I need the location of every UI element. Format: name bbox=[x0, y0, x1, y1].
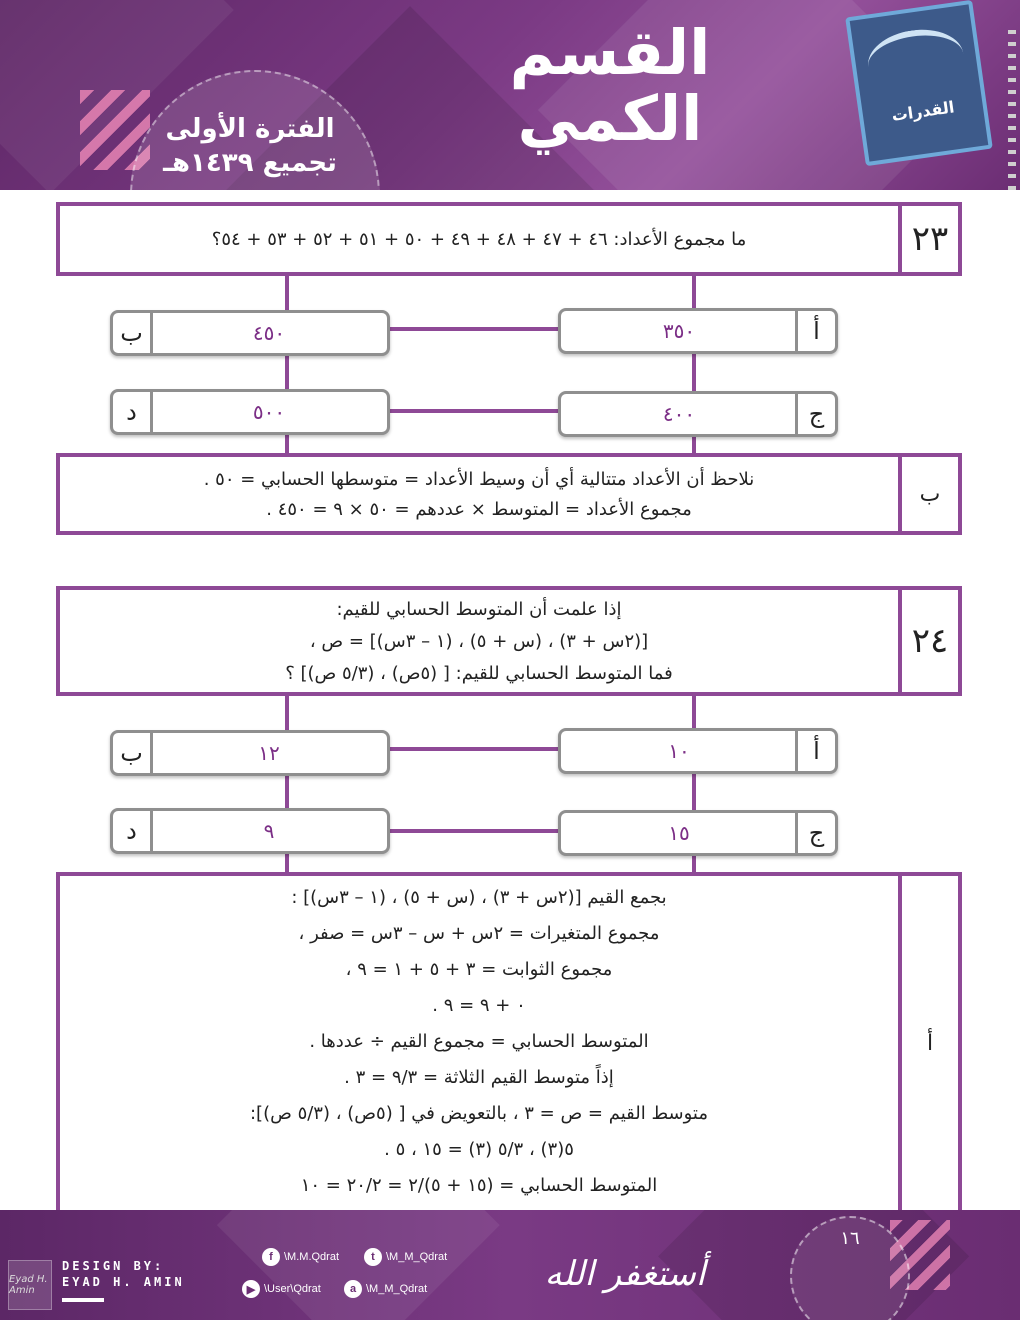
option-letter: ب bbox=[113, 733, 153, 773]
istighfar-calligraphy: أستغفر الله bbox=[544, 1254, 706, 1294]
solution-line: مجموع المتغيرات = ٢س + س – ٣س = صفر ، bbox=[298, 923, 660, 944]
q23-question-text: ما مجموع الأعداد: ٤٦ + ٤٧ + ٤٨ + ٤٩ + ٥٠ + ٥١ + ٥٢ + ٥٣ + ٥٤؟ bbox=[211, 229, 747, 250]
solution-line: ٠ + ٩ = ٩ . bbox=[432, 995, 526, 1016]
q23-option-d[interactable] bbox=[110, 389, 390, 435]
solution-line: متوسط القيم = ص = ٣ ، بالتعويض في [ (٥ص) ، (٥/٣ ص)]: bbox=[249, 1103, 708, 1124]
option-value: ١٢ bbox=[258, 741, 280, 765]
page-number: ١٦ bbox=[840, 1228, 860, 1249]
q24-option-b[interactable] bbox=[110, 730, 390, 776]
q23-option-a[interactable] bbox=[558, 308, 838, 354]
facebook-handle: \M.M.Qdrat bbox=[284, 1251, 340, 1263]
footer-decor bbox=[217, 1210, 500, 1320]
website-link[interactable] bbox=[344, 1280, 427, 1298]
q24-number: ٢٤ bbox=[898, 586, 962, 696]
option-letter: د bbox=[113, 811, 153, 851]
q23-question-box bbox=[56, 202, 902, 276]
option-value: ١٠ bbox=[668, 739, 690, 763]
q23-solution-box bbox=[56, 453, 902, 535]
solution-line: إذاً متوسط القيم الثلاثة = ٩/٣ = ٣ . bbox=[344, 1067, 614, 1088]
logo-text: القدرات bbox=[890, 97, 956, 126]
facebook-link[interactable] bbox=[262, 1248, 339, 1266]
designer-signature: Eyad H. Amin bbox=[8, 1260, 52, 1310]
q23-option-b[interactable] bbox=[110, 310, 390, 356]
facebook-icon: f bbox=[262, 1248, 280, 1266]
solution-line: المتوسط الحسابي = مجموع القيم ÷ عددها . bbox=[309, 1031, 649, 1052]
option-value: ٣٥٠ bbox=[662, 319, 696, 343]
connector bbox=[388, 829, 560, 833]
q24-solution-text bbox=[60, 880, 898, 1204]
solution-line: مجموع الثوابت = ٣ + ٥ + ١ = ٩ ، bbox=[345, 959, 613, 980]
q23-solution-text bbox=[60, 465, 898, 525]
q24-question-text bbox=[60, 594, 898, 690]
twitter-icon: t bbox=[364, 1248, 382, 1266]
title-line2: الكمي bbox=[517, 82, 703, 155]
connector bbox=[388, 409, 560, 413]
q24-question-box bbox=[56, 586, 902, 696]
youtube-handle: \User\Qdrat bbox=[264, 1283, 321, 1295]
solution-line: بجمع القيم [(٢س + ٣) ، (س + ٥) ، (١ – ٣س)] : bbox=[291, 887, 667, 908]
website-handle: \M_M_Qdrat bbox=[366, 1283, 428, 1295]
youtube-icon: ▶ bbox=[242, 1280, 260, 1298]
q23-number: ٢٣ bbox=[898, 202, 962, 276]
q24-option-a[interactable] bbox=[558, 728, 838, 774]
question-line: [(٢س + ٣) ، (س + ٥) ، (١ – ٣س)] = ص ، bbox=[309, 631, 649, 652]
q24-solution-box bbox=[56, 872, 902, 1214]
twitter-handle: \M_M_Qdrat bbox=[386, 1251, 448, 1263]
option-letter: ب bbox=[113, 313, 153, 353]
page-footer bbox=[0, 1210, 1020, 1320]
option-letter: د bbox=[113, 392, 153, 432]
option-value: ١٥ bbox=[668, 821, 690, 845]
page-header bbox=[0, 0, 1020, 190]
q24-option-d[interactable] bbox=[110, 808, 390, 854]
twitter-link[interactable] bbox=[364, 1248, 447, 1266]
option-letter: أ bbox=[795, 731, 835, 771]
option-value: ٥٠٠ bbox=[252, 400, 286, 424]
option-value: ٩ bbox=[263, 819, 275, 843]
design-credit-line1: DESIGN BY: bbox=[62, 1259, 165, 1273]
solution-line: مجموع الأعداد = المتوسط × عددهم = ٥٠ × ٩ = ٤٥٠ . bbox=[266, 499, 692, 520]
at-icon: a bbox=[344, 1280, 362, 1298]
question-line: إذا علمت أن المتوسط الحسابي للقيم: bbox=[336, 599, 622, 620]
solution-line: ٥(٣) ، ٥/٣ (٣) = ١٥ ، ٥ . bbox=[384, 1139, 574, 1160]
solution-line: المتوسط الحسابي = (١٥ + ٥)/٢ = ٢٠/٢ = ١٠ bbox=[300, 1175, 658, 1196]
connector bbox=[388, 747, 560, 751]
period-line2: تجميع ١٤٣٩هـ bbox=[163, 148, 337, 178]
period-line1: الفترة الأولى bbox=[165, 114, 335, 144]
q24-answer-letter: أ bbox=[898, 872, 962, 1214]
option-letter: ج bbox=[795, 813, 835, 853]
dot-strip bbox=[1008, 30, 1016, 190]
design-credit-line2: EYAD H. AMIN bbox=[62, 1275, 185, 1289]
solution-line: نلاحظ أن الأعداد متتالية أي أن وسيط الأعداد = متوسطها الحسابي = ٥٠ . bbox=[203, 469, 755, 490]
q24-option-c[interactable] bbox=[558, 810, 838, 856]
page-title bbox=[420, 16, 800, 155]
option-letter: أ bbox=[795, 311, 835, 351]
connector bbox=[388, 327, 560, 331]
design-credit bbox=[62, 1258, 185, 1290]
q23-option-c[interactable] bbox=[558, 391, 838, 437]
title-line1: القسم bbox=[509, 16, 711, 89]
q23-answer-letter: ب bbox=[898, 453, 962, 535]
question-line: فما المتوسط الحسابي للقيم: [ (٥ص) ، (٥/٣ ص)] ؟ bbox=[285, 663, 673, 684]
period-label bbox=[140, 112, 360, 180]
design-underline bbox=[62, 1298, 104, 1302]
youtube-link[interactable] bbox=[242, 1280, 321, 1298]
qudrat-logo bbox=[845, 0, 993, 166]
open-book-icon bbox=[864, 24, 967, 97]
option-letter: ج bbox=[795, 394, 835, 434]
option-value: ٤٠٠ bbox=[662, 402, 696, 426]
option-value: ٤٥٠ bbox=[252, 321, 286, 345]
